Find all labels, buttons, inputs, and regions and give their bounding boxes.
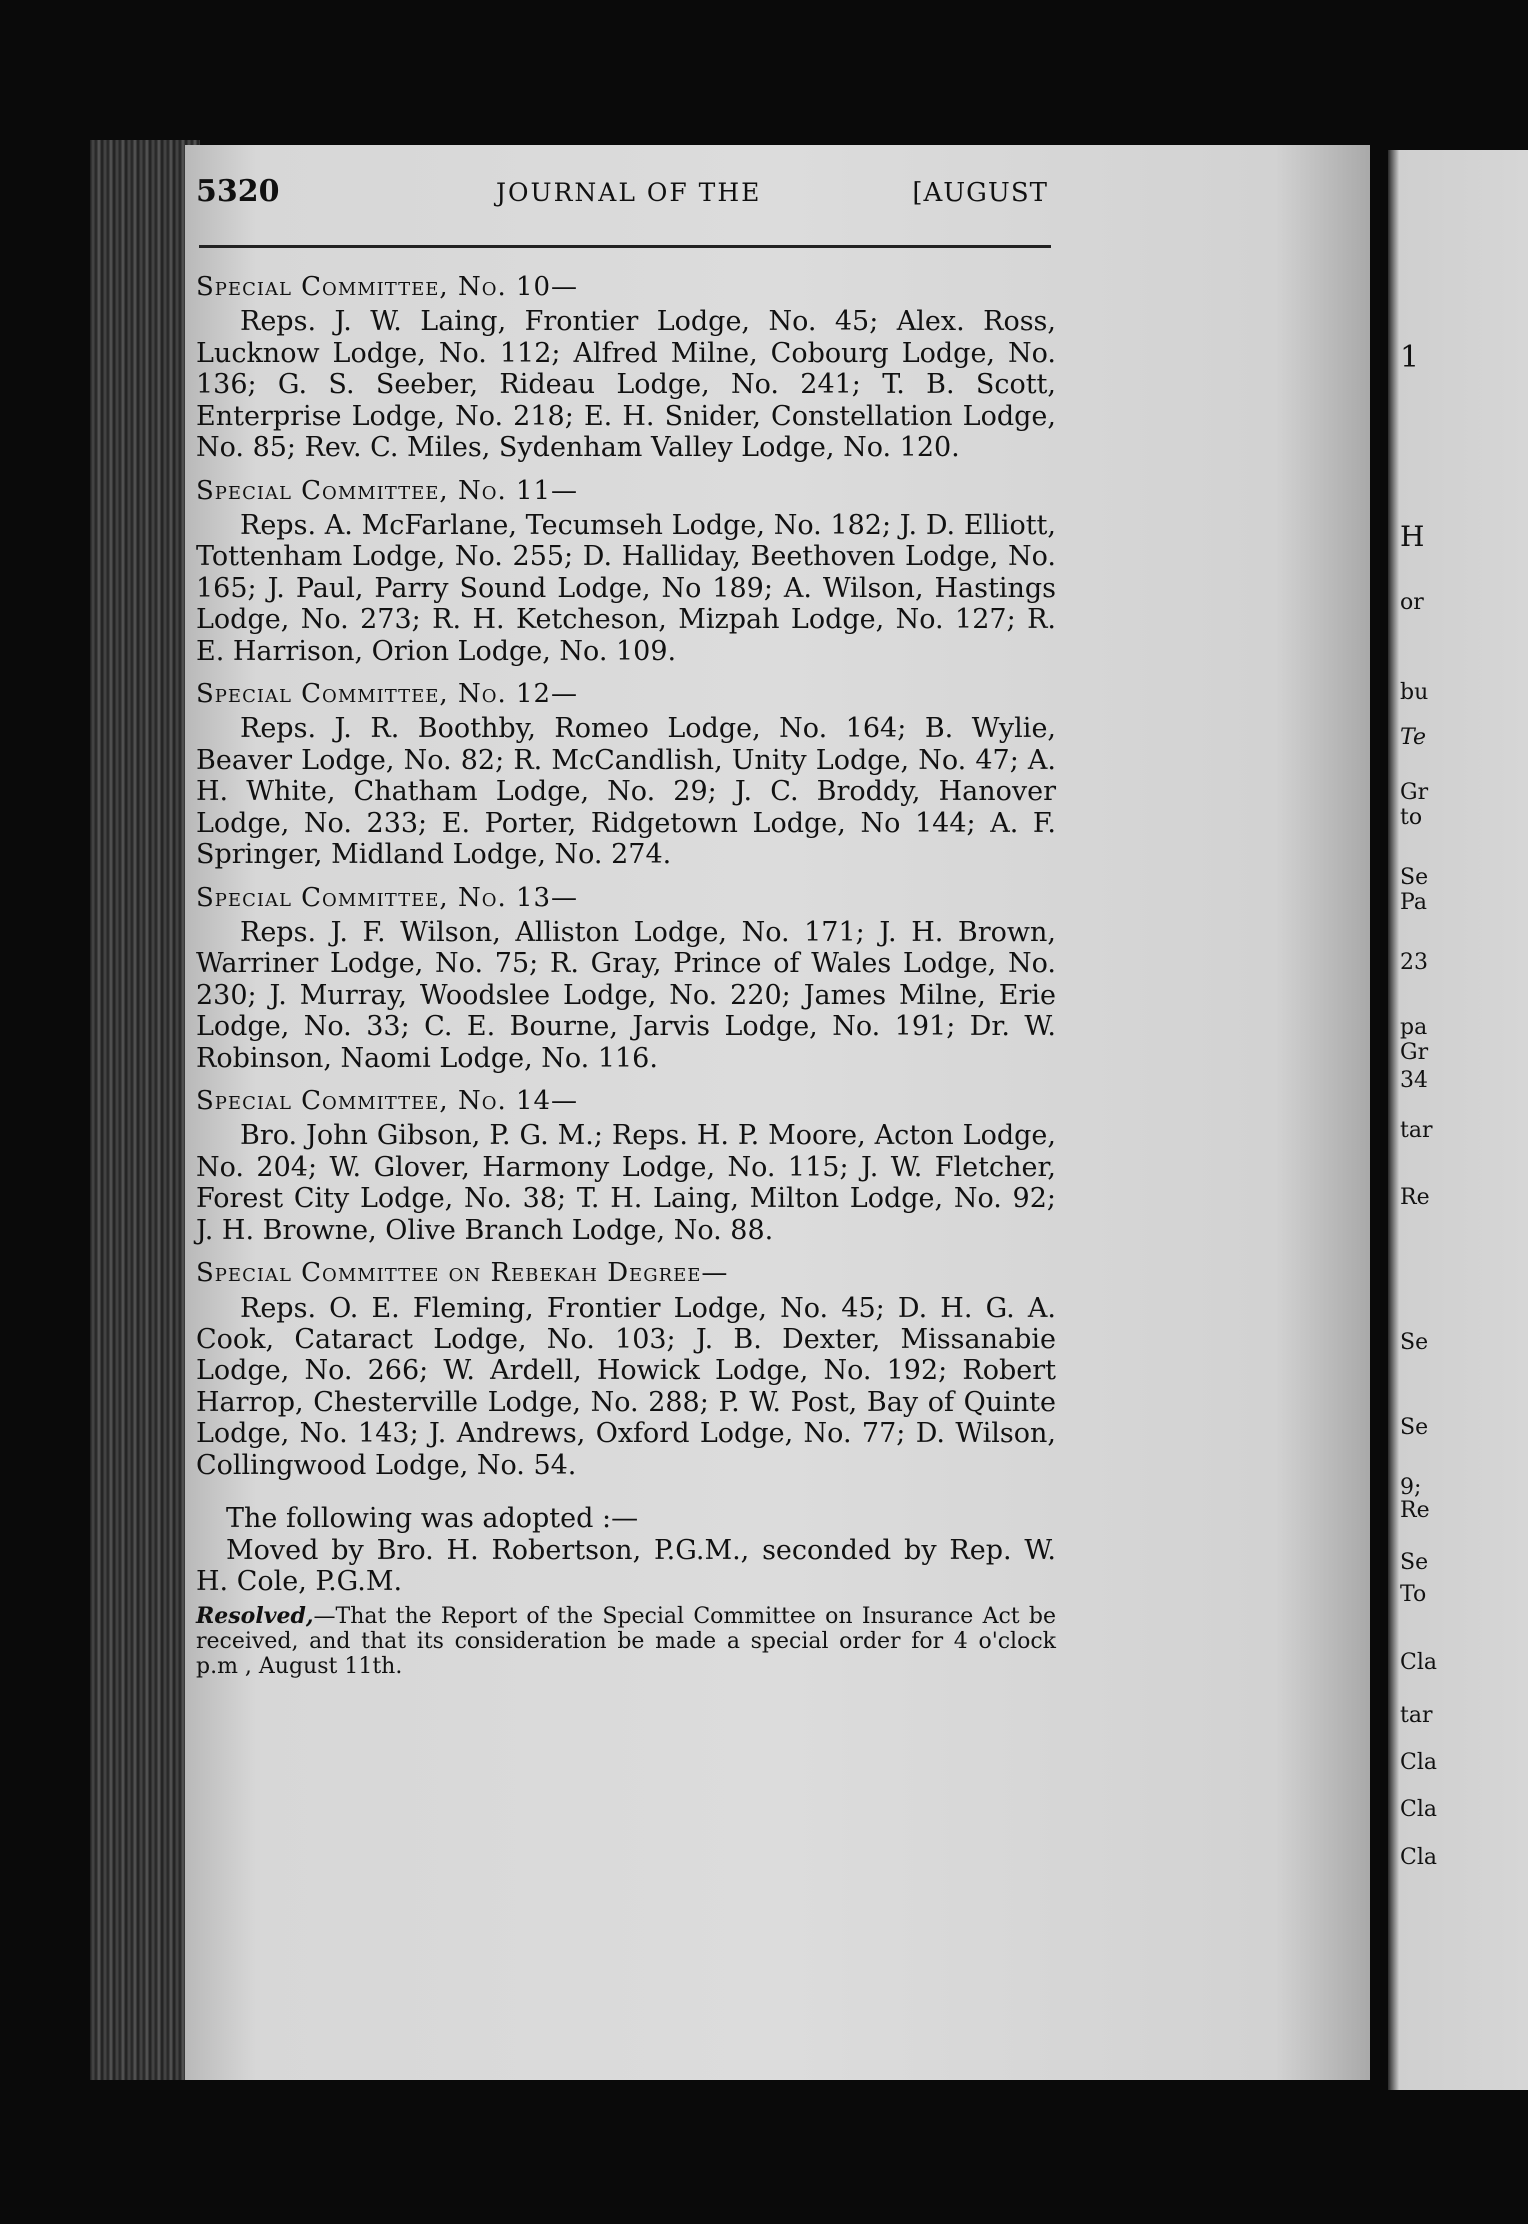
- committee-members: Reps. J. R. Boothby, Romeo Lodge, No. 164; B. Wylie, Beaver Lodge, No. 82; R. McCandlish, Unity Lodge, No. 47; A. H. White, Chatham Lodge, No. 29; J. C. Broddy, Hanover Lodge, No. 233; E. Porter, Ridgetown Lodge, No 144; A. F. Springer, Midland Lodge, No. 274.: [196, 713, 1056, 871]
- committee-heading: Special Committee, No. 10—: [196, 272, 579, 302]
- adjacent-page: [1388, 150, 1528, 2090]
- resolution-lead: Resolved,: [196, 1602, 314, 1629]
- adjacent-fragment: H: [1400, 520, 1425, 553]
- adopted-line: The following was adopted :—: [226, 1503, 639, 1535]
- running-head-month: [AUGUST: [912, 178, 1048, 208]
- adjacent-fragment: 34: [1400, 1068, 1428, 1093]
- adjacent-fragment: 23: [1400, 950, 1428, 975]
- adjacent-fragment: Re: [1400, 1498, 1430, 1523]
- running-head: JOURNAL OF THE: [496, 178, 762, 207]
- committee-members: Reps. O. E. Fleming, Frontier Lodge, No. 45; D. H. G. A. Cook, Cataract Lodge, No. 103; J. B. Dexter, Missanabie Lodge, No. 266; W. Ardell, Howick Lodge, No. 192; Robert Harrop, Chesterville Lodge, No. 288; P. W. Post, Bay of Quinte Lodge, No. 143; J. Andrews, Oxford Lodge, No. 77; D. Wilson, Collingwood Lodge, No. 54.: [196, 1292, 1056, 1481]
- adjacent-fragment: or: [1400, 590, 1424, 615]
- adjacent-fragment: tar: [1400, 1703, 1433, 1728]
- adjacent-fragment: Se: [1400, 1330, 1429, 1355]
- page-body: [196, 272, 1056, 1680]
- committee-members: Reps. J. F. Wilson, Alliston Lodge, No. 171; J. H. Brown, Warriner Lodge, No. 75; R. Gray, Prince of Wales Lodge, No. 230; J. Murray, Woodslee Lodge, No. 220; James Milne, Erie Lodge, No. 33; C. E. Bourne, Jarvis Lodge, No. 191; Dr. W. Robinson, Naomi Lodge, No. 116.: [196, 916, 1056, 1074]
- committee-block: [196, 476, 1056, 668]
- committee-block: [196, 679, 1056, 871]
- committee-members: Reps. J. W. Laing, Frontier Lodge, No. 45; Alex. Ross, Lucknow Lodge, No. 112; Alfred Milne, Cobourg Lodge, No. 136; G. S. Seeber, Rideau Lodge, No. 241; T. B. Scott, Enterprise Lodge, No. 218; E. H. Snider, Constellation Lodge, No. 85; Rev. C. Miles, Sydenham Valley Lodge, No. 120.: [196, 306, 1056, 464]
- adjacent-fragment: Cla: [1400, 1797, 1437, 1822]
- adjacent-fragment: To: [1400, 1582, 1427, 1607]
- committee-heading: Special Committee, No. 13—: [196, 882, 579, 913]
- header-rule: [199, 245, 1051, 248]
- adjacent-fragment: Se: [1400, 1415, 1429, 1440]
- adjacent-fragment: Gr: [1400, 780, 1429, 805]
- adjacent-fragment: Te: [1400, 725, 1426, 750]
- adjacent-fragment: Gr: [1400, 1040, 1429, 1065]
- committee-heading: Special Committee, No. 12—: [196, 679, 579, 710]
- adjacent-fragment: Pa: [1400, 890, 1427, 915]
- adjacent-fragment: to: [1400, 805, 1423, 830]
- committee-block: [196, 883, 1056, 1075]
- resolution-text: —That the Report of the Special Committee on Insurance Act be received, and that its consideration be made a special order for 4 o'clock p.m , August 11th.: [196, 1603, 1056, 1680]
- adjacent-fragment: Cla: [1400, 1750, 1437, 1775]
- committee-members: Reps. A. McFarlane, Tecumseh Lodge, No. 182; J. D. Elliott, Tottenham Lodge, No. 255; D. Halliday, Beethoven Lodge, No. 165; J. Paul, Parry Sound Lodge, No 189; A. Wilson, Hastings Lodge, No. 273; R. H. Ketcheson, Mizpah Lodge, No. 127; R. E. Harrison, Orion Lodge, No. 109.: [196, 509, 1056, 667]
- motion-text: Moved by Bro. H. Robertson, P.G.M., seconded by Rep. W. H. Cole, P.G.M.: [196, 1534, 1056, 1598]
- committee-members: Bro. John Gibson, P. G. M.; Reps. H. P. Moore, Acton Lodge, No. 204; W. Glover, Harmony Lodge, No. 115; J. W. Fletcher, Forest City Lodge, No. 38; T. H. Laing, Milton Lodge, No. 92; J. H. Browne, Olive Branch Lodge, No. 88.: [196, 1120, 1056, 1246]
- resolution: [196, 1604, 1056, 1680]
- adjacent-fragment: tar: [1400, 1118, 1433, 1143]
- adjacent-fragment: pa: [1400, 1015, 1428, 1040]
- adjacent-fragment: 1: [1400, 340, 1420, 375]
- committee-block: [196, 272, 1056, 464]
- adjacent-fragment: 9;: [1400, 1475, 1422, 1500]
- adjacent-fragment: Cla: [1400, 1650, 1437, 1675]
- committee-block: [196, 1086, 1056, 1246]
- book-gutter: [90, 140, 200, 2080]
- committee-heading: Special Committee, No. 11—: [196, 475, 579, 506]
- committee-heading: Special Committee on Rebekah Degree—: [196, 1258, 729, 1289]
- adjacent-fragment: Re: [1400, 1185, 1430, 1210]
- page-header: [196, 174, 1048, 224]
- committee-heading: Special Committee, No. 14—: [196, 1086, 579, 1117]
- adjacent-fragment: bu: [1400, 680, 1429, 705]
- committee-block: [196, 1258, 1056, 1481]
- page-number: 5320: [196, 174, 280, 209]
- adjacent-fragment: Se: [1400, 865, 1429, 890]
- adjacent-fragment: Cla: [1400, 1845, 1437, 1870]
- adjacent-fragment: Se: [1400, 1550, 1429, 1575]
